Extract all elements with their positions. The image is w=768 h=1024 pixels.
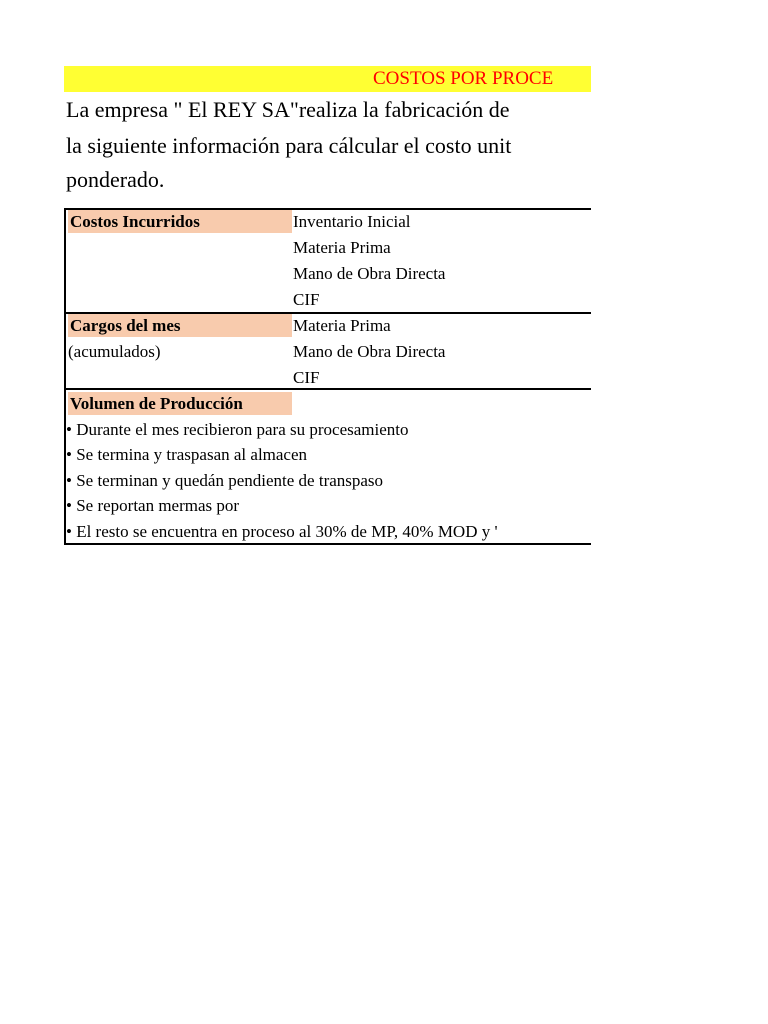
cargos-item-mano-de-obra: Mano de Obra Directa [293, 342, 446, 361]
intro-line-1: La empresa " El REY SA"realiza la fabricación de [66, 97, 510, 122]
costos-item-inventario-inicial: Inventario Inicial [293, 212, 411, 231]
volumen-bullet-traspasan: • Se termina y traspasan al almacen [66, 445, 308, 464]
intro-line-3: ponderado. [66, 167, 165, 192]
cargos-del-mes-header: Cargos del mes [68, 314, 292, 337]
intro-line-2: la siguiente información para cálcular el costo unit [66, 133, 512, 158]
volumen-produccion-header: Volumen de Producción [68, 392, 292, 415]
spreadsheet-page [64, 0, 591, 1024]
costos-item-materia-prima: Materia Prima [293, 238, 391, 257]
table-bottom-border [64, 543, 591, 545]
costos-incurridos-header: Costos Incurridos [68, 210, 292, 233]
volumen-bullet-mermas: • Se reportan mermas por [66, 496, 240, 515]
cargos-del-mes-subheader: (acumulados) [68, 342, 161, 361]
costos-incurridos-section [64, 208, 591, 314]
volumen-bullet-en-proceso: • El resto se encuentra en proceso al 30% de MP, 40% MOD y ' [66, 522, 498, 541]
page-title: COSTOS POR PROCE [373, 68, 554, 89]
volumen-produccion-section [64, 388, 591, 545]
volumen-bullet-recibieron: • Durante el mes recibieron para su procesamiento [66, 420, 409, 439]
costos-item-mano-de-obra: Mano de Obra Directa [293, 264, 446, 283]
cargos-item-materia-prima: Materia Prima [293, 316, 391, 335]
cargos-del-mes-section [64, 312, 591, 392]
cargos-item-cif: CIF [293, 368, 320, 387]
costos-item-cif: CIF [293, 290, 320, 309]
volumen-bullet-pendiente: • Se terminan y quedán pendiente de transpaso [66, 471, 384, 490]
